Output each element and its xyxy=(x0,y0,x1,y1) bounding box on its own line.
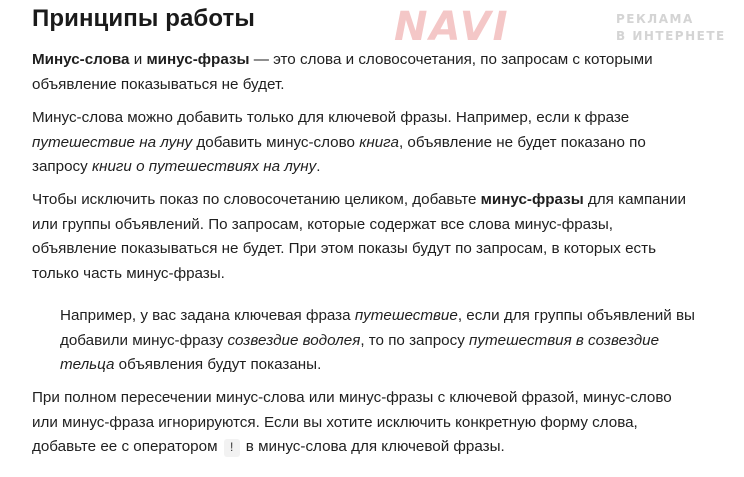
page-title: Принципы работы xyxy=(32,5,255,32)
example-phrase: путешествие xyxy=(354,307,458,324)
term-minus-words: Минус-слова xyxy=(32,51,130,68)
text: объявление показываться не будет. При этом показы будут по запросам, в которых есть xyxy=(32,240,657,257)
text: добавили минус-фразу xyxy=(60,331,228,349)
example-word: книга xyxy=(359,133,399,151)
text: Чтобы исключить показ по словосочетанию целиком, добавьте xyxy=(32,191,481,208)
text: для кампании xyxy=(583,191,686,208)
paragraph-intersection xyxy=(32,386,732,460)
text: добавьте ее с оператором xyxy=(32,438,222,455)
text: или группы объявлений. По запросам, которые содержат все слова минус-фразы, xyxy=(32,215,614,233)
example-query-cont: тельца xyxy=(60,356,115,373)
watermark-brand: NAVI xyxy=(394,4,510,50)
text: , объявление не будет показано по xyxy=(398,133,646,151)
example-block xyxy=(60,304,732,378)
text: в минус-слова для ключевой фразы. xyxy=(241,438,505,455)
text: Минус-слова можно добавить только для ключевой фразы. Например, если к фразе xyxy=(32,109,630,126)
paragraph-definition xyxy=(32,48,732,97)
text: , если для группы объявлений вы xyxy=(457,307,695,324)
text: Например, у вас задана ключевая фраза xyxy=(60,307,355,324)
text: добавить минус-слово xyxy=(192,133,360,151)
text: или минус-фраза игнорируются. Если вы хотите исключить конкретную форму слова, xyxy=(32,413,638,431)
text: объявление показываться не будет. xyxy=(32,75,285,93)
term-minus-phrases: минус-фразы xyxy=(480,191,584,208)
text: объявления будут показаны. xyxy=(114,356,322,373)
paragraph-minus-phrases xyxy=(32,188,732,286)
paragraph-minus-words-example xyxy=(32,106,732,180)
example-query: путешествия в созвездие xyxy=(469,331,660,349)
text: и xyxy=(129,51,147,68)
text: запросу xyxy=(32,158,92,175)
term-minus-phrases: минус-фразы xyxy=(146,51,250,68)
text: — это слова и словосочетания, по запросам с которыми xyxy=(249,51,653,68)
text: . xyxy=(316,158,321,175)
example-query: книги о путешествиях на луну xyxy=(91,158,317,175)
text: При полном пересечении минус-слова или минус-фразы с ключевой фразой, минус-слово xyxy=(32,389,672,406)
watermark-line-2: В ИНТЕРНЕТЕ xyxy=(616,29,726,43)
text: только часть минус-фразы. xyxy=(32,264,225,282)
example-phrase: путешествие на луну xyxy=(32,133,193,151)
text: , то по запросу xyxy=(360,331,470,349)
example-minus-phrase: созвездие водолея xyxy=(227,331,361,349)
operator-code: ! xyxy=(224,439,240,457)
navi-watermark xyxy=(394,4,734,50)
watermark-line-1: РЕКЛАМА xyxy=(616,12,694,26)
